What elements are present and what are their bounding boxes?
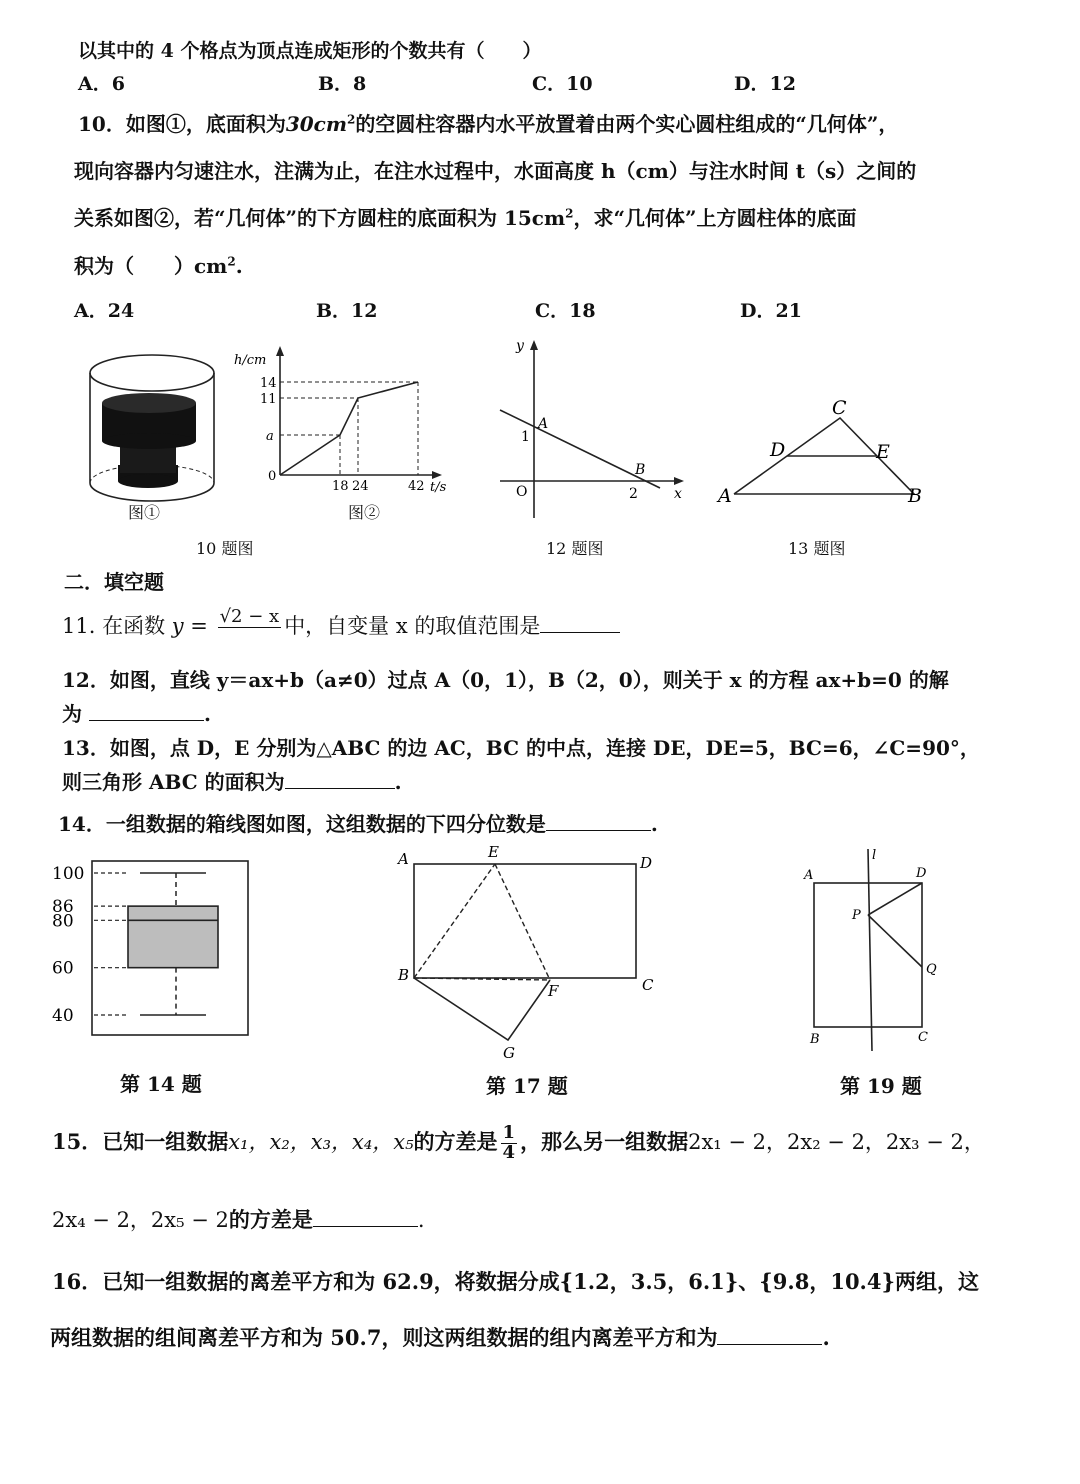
fig17-point-b-label: B bbox=[398, 966, 410, 984]
figure-12-line-graph bbox=[490, 336, 690, 521]
fig19-point-c-label: C bbox=[918, 1030, 928, 1045]
q14-text-body: 14．一组数据的箱线图如图，这组数据的下四分位数是 bbox=[58, 812, 546, 836]
fig19-point-p-label: P bbox=[852, 908, 861, 923]
q16-answer-blank[interactable] bbox=[717, 1326, 822, 1345]
q11-func-y: y = bbox=[171, 613, 208, 638]
boxplot-tick-label-86: 86 bbox=[52, 897, 74, 918]
q15-new-data: 2x₁ − 2，2x₂ − 2，2x₃ − 2， bbox=[688, 1129, 985, 1154]
figure-14-boxplot bbox=[50, 855, 255, 1040]
figure-10-2-caption: 图② bbox=[348, 503, 381, 522]
fig17-point-e-label: E bbox=[488, 843, 499, 861]
q15-mid: 的方差是 bbox=[413, 1128, 498, 1154]
q10-line-4-sup: 2 bbox=[227, 254, 236, 269]
fig12-point-a-label: A bbox=[538, 416, 549, 432]
fig19-point-q-label: Q bbox=[926, 962, 937, 977]
q13-line-1: 13．如图，点 D，E 分别为△ABC 的边 AC，BC 的中点，连接 DE，DE=5，BC=6，∠C=90°， bbox=[62, 736, 980, 760]
q16-line-1: 16．已知一组数据的离差平方和为 62.9，将数据分成{1.2，3.5，6.1}、{9.8，10.4}两组，这 bbox=[52, 1269, 979, 1294]
fig12-origin-label: O bbox=[516, 484, 528, 500]
q14-answer-blank[interactable] bbox=[546, 812, 651, 831]
q15-fraction-denominator: 4 bbox=[502, 1141, 516, 1163]
figure-10-1-cylinder bbox=[80, 345, 230, 525]
boxplot-tick-label-80: 80 bbox=[52, 911, 74, 932]
q11-line bbox=[62, 608, 620, 647]
fig13-point-d-label: D bbox=[770, 439, 786, 461]
q15-line-2-data: 2x₄ − 2，2x₅ − 2 bbox=[52, 1208, 229, 1232]
q12-line-2-text: 为 bbox=[62, 702, 82, 726]
fig19-line-l-label: l bbox=[872, 848, 877, 863]
q10-option-b: B．12 bbox=[316, 300, 378, 322]
q11-prefix: 11. 在函数 bbox=[62, 613, 172, 638]
q10-option-c: C．18 bbox=[535, 300, 596, 322]
fig10-y-tick-14: 14 bbox=[260, 376, 277, 391]
q11-fraction bbox=[218, 608, 282, 647]
fig10-y-tick-a: a bbox=[266, 429, 274, 444]
fig12-x-label: x bbox=[674, 486, 682, 502]
q10-option-a: A．24 bbox=[74, 300, 135, 322]
q15-line-2-suffix: 的方差是 bbox=[228, 1207, 313, 1232]
q9-option-c: C．10 bbox=[532, 73, 593, 95]
q15-line-1 bbox=[52, 1124, 985, 1163]
q15-data: x₁，x₂，x₃，x₄，x₅ bbox=[228, 1129, 414, 1154]
fig19-point-a-label: A bbox=[804, 868, 814, 883]
fig12-y-label: y bbox=[516, 338, 524, 354]
q10-line-1-c: 的空圆柱容器内水平放置着由两个实心圆柱组成的“几何体”， bbox=[355, 112, 899, 136]
q15-prefix: 15．已知一组数据 bbox=[52, 1128, 229, 1154]
fig10-x-tick-18: 18 bbox=[332, 479, 349, 494]
q12-line-2: 为 . bbox=[62, 702, 211, 726]
q15-line-2: 2x₄ − 2，2x₅ − 2的方差是 . bbox=[52, 1207, 425, 1232]
q12-answer-blank[interactable] bbox=[89, 702, 204, 721]
q10-option-d: D．21 bbox=[740, 300, 802, 322]
boxplot-tick-label-100: 100 bbox=[52, 864, 85, 884]
q10-line-3 bbox=[74, 202, 857, 231]
q10-line-1-a: 10．如图①，底面积为 bbox=[78, 112, 286, 136]
fig13-point-b-label: B bbox=[908, 485, 922, 507]
fig17-point-d-label: D bbox=[640, 854, 653, 872]
q12-line-1: 12．如图，直线 y＝ax+b（a≠0）过点 A（0，1），B（2，0），则关于 x 的方程 ax+b=0 的解 bbox=[62, 668, 949, 692]
fig17-point-g-label: G bbox=[503, 1044, 515, 1062]
fig12-tick-2: 2 bbox=[629, 486, 638, 502]
figure-19-rectangle bbox=[800, 845, 950, 1055]
figure-17-rectangle bbox=[390, 840, 665, 1065]
q10-line-4-b: . bbox=[235, 254, 243, 278]
q13-line-2-text: 则三角形 ABC 的面积为 bbox=[62, 770, 285, 794]
q16-line-2: 两组数据的组间离差平方和为 50.7，则这两组数据的组内离差平方和为 . bbox=[50, 1325, 830, 1350]
fig12-point-b-label: B bbox=[635, 462, 646, 478]
q10-line-1 bbox=[78, 108, 898, 137]
boxplot-tick-label-60: 60 bbox=[52, 958, 74, 979]
q16-line-2-text: 两组数据的组间离差平方和为 50.7，则这两组数据的组内离差平方和为 bbox=[50, 1325, 718, 1350]
figure-10-group-caption: 10 题图 bbox=[196, 539, 254, 558]
q10-area: 30cm bbox=[285, 112, 348, 136]
boxplot-box bbox=[128, 906, 218, 968]
q10-line-3-b: ，求“几何体”上方圆柱体的底面 bbox=[573, 206, 857, 230]
fig19-point-b-label: B bbox=[810, 1032, 820, 1047]
figure-13-caption: 13 题图 bbox=[788, 539, 846, 558]
fig10-y-axis-label: h/cm bbox=[234, 353, 267, 368]
section-2-title: 二．填空题 bbox=[64, 570, 164, 594]
q9-option-b: B．8 bbox=[318, 73, 367, 95]
q10-line-3-a: 关系如图②，若“几何体”的下方圆柱的底面积为 15cm bbox=[74, 206, 566, 230]
boxplot-tick-label-40: 40 bbox=[52, 1006, 74, 1026]
q13-line-2: 则三角形 ABC 的面积为 . bbox=[62, 770, 402, 794]
q9-option-d: D．12 bbox=[734, 73, 796, 95]
q15-fraction bbox=[501, 1124, 518, 1163]
fig19-point-d-label: D bbox=[916, 866, 927, 881]
q13-answer-blank[interactable] bbox=[285, 770, 395, 789]
fig10-x-tick-24: 24 bbox=[352, 479, 369, 494]
q10-line-2: 现向容器内匀速注水，注满为止，在注水过程中，水面高度 h（cm）与注水时间 t（s）之间的 bbox=[74, 159, 917, 183]
figure-12-caption: 12 题图 bbox=[546, 539, 604, 558]
fig10-y-tick-0: 0 bbox=[268, 469, 277, 484]
q9-stem-tail: 以其中的 4 个格点为顶点连成矩形的个数共有（ ） bbox=[78, 40, 542, 62]
figure-10-2-graph bbox=[230, 340, 470, 505]
q15-after: ，那么另一组数据 bbox=[520, 1128, 689, 1154]
q15-answer-blank[interactable] bbox=[313, 1208, 418, 1227]
figure-19-caption: 第 19 题 bbox=[840, 1074, 922, 1098]
q11-suffix: 中，自变量 x 的取值范围是 bbox=[284, 613, 541, 638]
q15-fraction-numerator: 1 bbox=[502, 1122, 516, 1143]
q10-line-3-sup: 2 bbox=[565, 206, 574, 221]
figure-10-1-caption: 图① bbox=[128, 503, 161, 522]
fig13-point-c-label: C bbox=[832, 397, 847, 419]
q14-text: 14．一组数据的箱线图如图，这组数据的下四分位数是 . bbox=[58, 812, 658, 836]
fig17-point-f-label: F bbox=[548, 982, 559, 1000]
q10-line-4 bbox=[74, 250, 243, 279]
fig10-y-tick-11: 11 bbox=[260, 392, 277, 407]
figure-13-triangle bbox=[712, 392, 932, 512]
q10-area-sup: 2 bbox=[347, 112, 356, 127]
q10-line-4-a: 积为（ ）cm bbox=[74, 254, 228, 278]
figure-17-caption: 第 17 题 bbox=[486, 1074, 568, 1098]
fig10-x-tick-42: 42 bbox=[408, 479, 425, 494]
fig17-point-a-label: A bbox=[398, 850, 409, 868]
fig13-point-e-label: E bbox=[876, 441, 890, 463]
q9-option-a: A．6 bbox=[78, 73, 125, 95]
fig17-point-c-label: C bbox=[642, 976, 654, 994]
fig12-tick-1: 1 bbox=[521, 429, 530, 445]
fig13-point-a-label: A bbox=[718, 485, 732, 507]
q11-answer-blank[interactable] bbox=[540, 614, 620, 633]
figure-14-caption: 第 14 题 bbox=[120, 1072, 202, 1096]
q11-fraction-numerator: √2 − x bbox=[219, 606, 280, 627]
fig10-x-axis-label: t/s bbox=[430, 480, 447, 495]
